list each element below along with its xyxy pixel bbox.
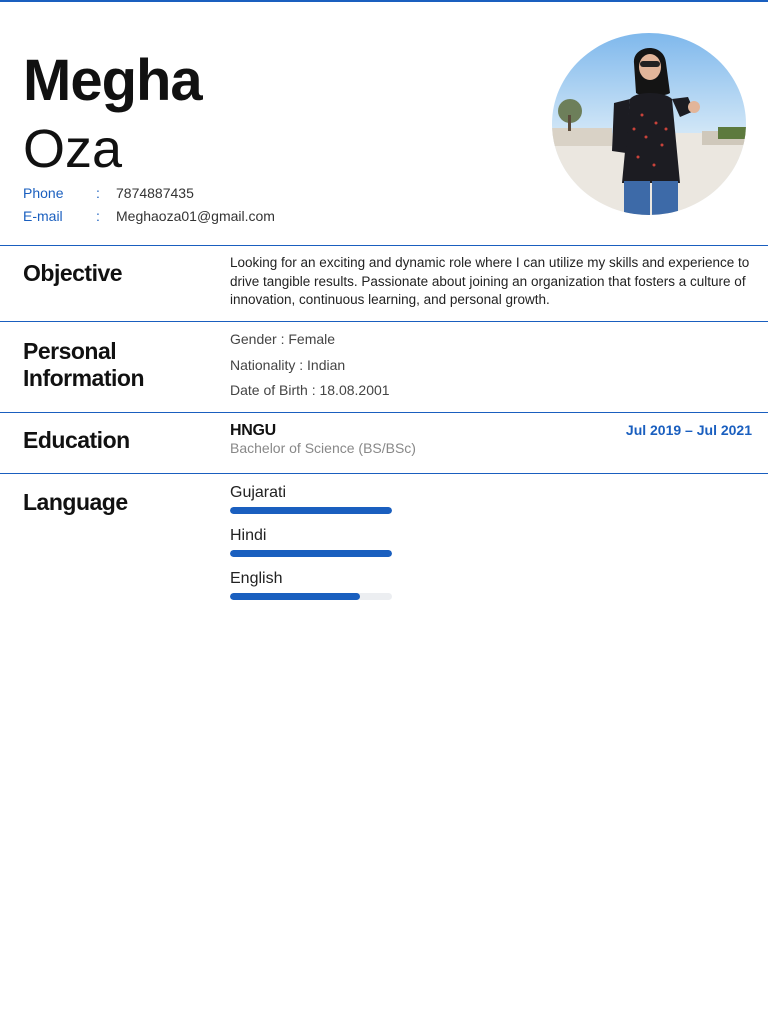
- first-name: Megha: [23, 48, 202, 113]
- email-label: E-mail: [23, 208, 63, 224]
- email-separator: :: [96, 208, 100, 224]
- nationality-line: Nationality : Indian: [230, 356, 346, 373]
- dob-line: Date of Birth : 18.08.2001: [230, 382, 390, 398]
- language-level-fill: [230, 593, 360, 600]
- education-dates: Jul 2019 – Jul 2021: [625, 422, 752, 438]
- language-list: [230, 483, 752, 612]
- language-level-track: [230, 507, 392, 514]
- education-degree: Bachelor of Science (BS/BSc): [230, 440, 416, 456]
- resume-header: [0, 0, 768, 246]
- language-level-fill: [230, 507, 392, 514]
- language-name: Gujarati: [230, 484, 287, 501]
- language-title: Language: [23, 489, 128, 515]
- phone-value: 7874887435: [116, 185, 194, 201]
- education-title: Education: [23, 427, 130, 453]
- phone-label: Phone: [23, 185, 64, 201]
- language-item: [230, 483, 752, 526]
- objective-section: [0, 245, 768, 322]
- language-item: [230, 569, 752, 612]
- profile-photo: [552, 33, 746, 215]
- last-name: Oza: [23, 119, 123, 179]
- education-section: [0, 412, 768, 473]
- language-name: Hindi: [230, 527, 267, 544]
- education-school: HNGU: [230, 422, 276, 439]
- personal-info-section: [0, 321, 768, 412]
- phone-separator: :: [96, 185, 100, 201]
- gender-line: Gender : Female: [230, 331, 336, 347]
- objective-title: Objective: [23, 260, 123, 286]
- objective-text: Looking for an exciting and dynamic role where I can utilize my skills and experience to drive tangible results. Passionate about joining an organization that fosters a culture of innovation, continuous learning, and personal growth.: [230, 255, 750, 307]
- personal-info-title: Personal Information: [23, 338, 144, 391]
- language-name: English: [230, 570, 283, 587]
- language-level-track: [230, 550, 392, 557]
- language-item: [230, 526, 752, 569]
- email-value: Meghaoza01@gmail.com: [116, 208, 275, 224]
- language-section: [0, 473, 768, 633]
- language-level-track: [230, 593, 392, 600]
- language-level-fill: [230, 550, 392, 557]
